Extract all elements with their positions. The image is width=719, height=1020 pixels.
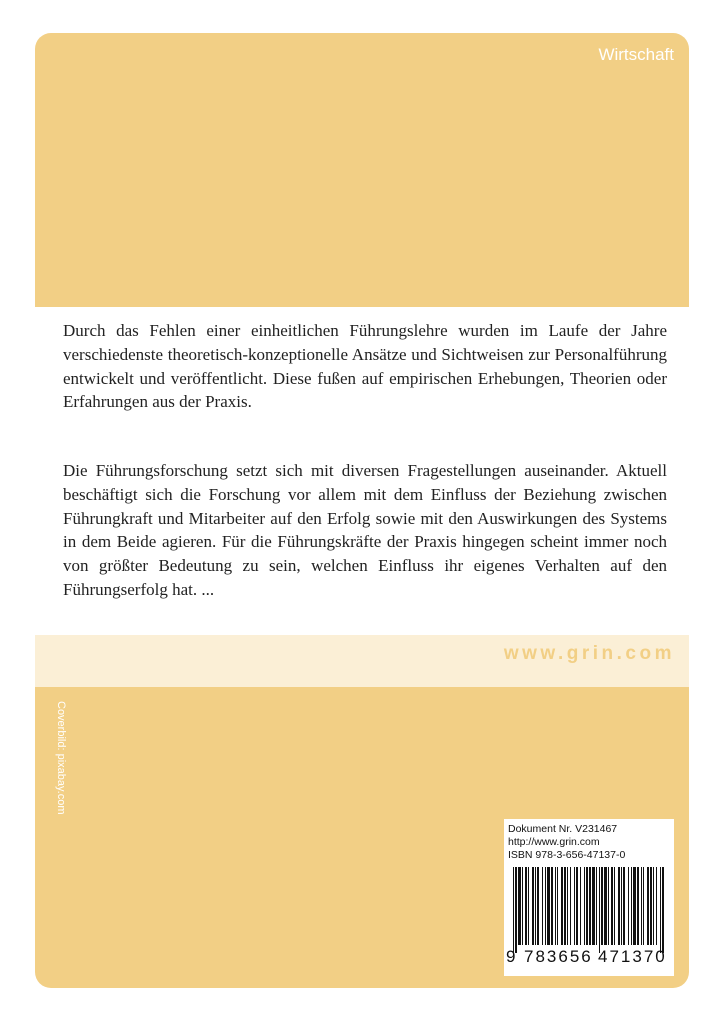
barcode-bar — [604, 867, 607, 945]
barcode-bar — [535, 867, 536, 945]
barcode-bar — [537, 867, 539, 945]
barcode-bar — [555, 867, 556, 945]
publisher-url: http://www.grin.com — [508, 836, 600, 848]
barcode-bar — [547, 867, 550, 945]
barcode-bar — [574, 867, 575, 945]
barcode-bar — [608, 867, 609, 945]
barcode-bar — [621, 867, 622, 945]
barcode-bar — [660, 867, 661, 953]
barcode-bar — [633, 867, 636, 945]
barcode-bar — [650, 867, 652, 945]
document-number: Dokument Nr. V231467 — [508, 823, 618, 835]
barcode-bar — [653, 867, 654, 945]
barcode-bar — [614, 867, 615, 945]
barcode-bar — [570, 867, 571, 945]
barcode-image — [513, 867, 665, 953]
barcode-bar — [564, 867, 566, 945]
barcode-bar — [542, 867, 543, 945]
barcode-bar — [592, 867, 595, 945]
barcode-block — [504, 819, 674, 976]
barcode-bar — [557, 867, 558, 945]
barcode-bar — [596, 867, 597, 945]
barcode-bar — [584, 867, 585, 945]
barcode-bar — [623, 867, 625, 945]
blurb-panel — [35, 307, 689, 635]
barcode-bar — [525, 867, 527, 945]
isbn: ISBN 978-3-656-47137-0 — [508, 849, 626, 861]
barcode-bar — [662, 867, 664, 953]
barcode-bar — [641, 867, 642, 945]
barcode-bar — [532, 867, 534, 945]
barcode-digit-lead: 9 — [506, 947, 516, 966]
barcode-digits-right: 471370 — [598, 947, 667, 966]
back-cover — [35, 33, 689, 988]
barcode-bar — [513, 867, 514, 953]
barcode-bar — [637, 867, 639, 945]
barcode-bar — [631, 867, 632, 945]
barcode-bar — [647, 867, 649, 945]
barcode-bar — [561, 867, 563, 945]
barcode-bar — [586, 867, 588, 945]
barcode-bar — [580, 867, 581, 945]
barcode-bar — [551, 867, 553, 945]
barcode-bar — [611, 867, 613, 945]
category-label: Wirtschaft — [598, 45, 674, 64]
barcode-bar — [518, 867, 521, 945]
blurb-paragraph-2: Die Führungsforschung setzt sich mit diversen Fragestellungen auseinander. Aktuell beschäftigt sich die Forschung vor allem mit dem Einfluss der Beziehung zwischen Führungkraft und Mitarbeiter auf den Erfolg sowie mit den Auswirkungen des Systems in dem Beide agieren. Für die Führungskräfte der Praxis hingegen scheint immer noch von größter Bedeutung zu sein, welchen Einfluss ihr eigenes Verhalten auf den Führungserfolg hat. ... — [63, 461, 667, 599]
barcode-info — [508, 823, 625, 862]
blurb-paragraph-1: Durch das Fehlen einer einheitlichen Führungslehre wurden im Laufe der Jahre verschiedenste theoretisch-konzeptionelle Ansätze und Sichtweisen zur Personalführung entwickelt und veröffentlicht. Diese fußen auf empirischen Erhebungen, Theorien oder Erfahrungen aus der Praxis. — [63, 321, 667, 412]
website-url: www.grin.com — [503, 643, 675, 664]
barcode-bar — [545, 867, 546, 945]
barcode-bar — [528, 867, 529, 945]
barcode-bar — [628, 867, 629, 945]
barcode-bar — [567, 867, 568, 945]
barcode-bar — [515, 867, 517, 953]
barcode-bar — [589, 867, 591, 945]
barcode-bar — [601, 867, 603, 945]
barcode-bar — [599, 867, 600, 953]
barcode-bar — [643, 867, 644, 945]
barcode-bar — [656, 867, 657, 945]
barcode-bar — [618, 867, 620, 945]
barcode-bar — [522, 867, 523, 945]
barcode-digits-left: 783656 — [524, 947, 593, 966]
barcode-bar — [576, 867, 578, 945]
image-credit: Coverbild: pixabay.com — [55, 701, 67, 815]
